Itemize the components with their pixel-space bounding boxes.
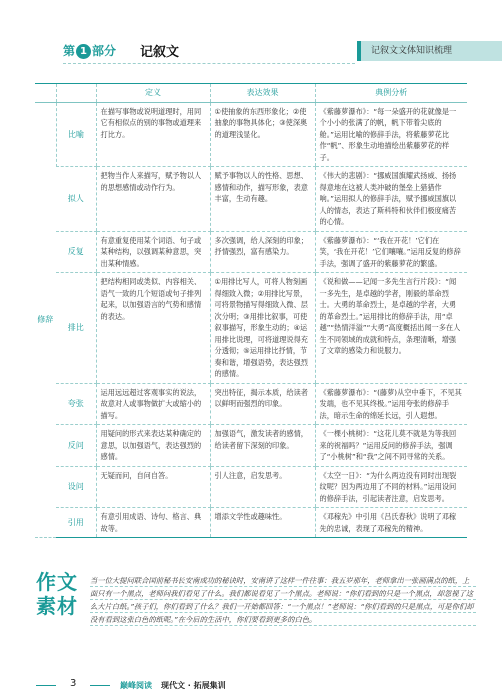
row-effect: ①用排比写人，可将人物刻画得细致入微；②用排比写景，可将景物描写得细致入微、层次分明；③用排比叙事，可使叙事描写，形象生动的；④运用排比说理，可将道理说得充分透彻；⑤运用排比抒情，节奏和谐，增强语势，表达强烈的感情。 bbox=[210, 273, 315, 384]
material-text: 当一位大提问联合国前秘书长安南成功的秘诀时，安南讲了这样一件往事：我五岁那年，老师拿出一张画满点的纸，上面只有一个黑点，老师问我们看见了什么。我们都说看见了一个黑点。老师说：“你们看到的只是一个黑点，却忽视了这么大片白纸。”孩子们，你们看到了什么？我们一开始都回答：“一个黑点！”老师说：“你们看到的只是黑点，可是你们却没有看到这张白色的纸呢。”在今后的生活中，你们要看到更多的白色。 bbox=[90, 576, 474, 624]
row-effect: 加强语气，激发读者的感情，给读者留下深刻的印象。 bbox=[210, 425, 315, 467]
part-number-badge: 1 bbox=[76, 44, 91, 59]
table-row bbox=[35, 508, 467, 538]
ruled-line bbox=[90, 586, 476, 587]
row-type: 排比 bbox=[56, 273, 96, 384]
row-definition: 用疑问的形式来表达某种确定的意思，以加强语气，表达强烈的感情。 bbox=[96, 425, 210, 467]
ruled-line bbox=[90, 612, 476, 613]
table-row bbox=[35, 466, 467, 508]
row-example: 《伟大的悲剧》：“挪威国旗耀武扬威、扬扬得意地在这被人类冲破的堡垒上猎猎作响。”运用拟人的修辞手法，赋予挪威国旗以人的情态，表达了斯科特和伙伴们极度痛苦的心情。 bbox=[315, 167, 467, 232]
row-type: 夸张 bbox=[56, 383, 96, 425]
header-cell-example: 典例分析 bbox=[315, 84, 467, 102]
footer-bar-left bbox=[36, 685, 56, 686]
row-effect: 赋予事物以人的性格、思想、感情和动作，描写形象，表意丰富，生动有趣。 bbox=[210, 167, 315, 232]
row-definition: 有意引用成语、诗句、格言、典故等。 bbox=[96, 508, 210, 538]
category-cell: 修辞 bbox=[35, 102, 56, 538]
row-type: 设问 bbox=[56, 466, 96, 508]
row-example: 《太空一日》：“为什么两边没有同时出现裂纹呢？因为两边用了不同的材料。”运用设问的修辞手法，引起读者注意，启发思考。 bbox=[315, 466, 467, 508]
row-definition: 无疑而问，自问自答。 bbox=[96, 466, 210, 508]
table-header-row bbox=[35, 84, 467, 102]
footer-brand: 巅峰阅读 bbox=[120, 681, 152, 690]
table-row bbox=[35, 102, 467, 167]
part-label bbox=[63, 42, 116, 59]
table-row bbox=[35, 425, 467, 467]
row-example: 《紫藤萝瀑布》：“‘我在开花！’它们在笑，‘我在开花！’它们嚷嚷。”运用反复的修辞手法，强调了盛开的紫藤萝花的繁盛。 bbox=[315, 231, 467, 273]
row-effect: 增添文学性或趣味性。 bbox=[210, 508, 315, 538]
rhetoric-table bbox=[35, 83, 467, 538]
row-effect: 引人注意，启发思考。 bbox=[210, 466, 315, 508]
table-row bbox=[35, 231, 467, 273]
table-row bbox=[35, 273, 467, 384]
section-title: 记叙文 bbox=[140, 45, 180, 60]
page-header bbox=[0, 40, 502, 66]
part-suffix: 部分 bbox=[92, 44, 117, 58]
row-type: 反问 bbox=[56, 425, 96, 467]
row-example: 《邓稼先》中引用《吕氏春秋》说明了邓稼先的忠诚，表现了邓稼先的精神。 bbox=[315, 508, 467, 538]
ruled-line bbox=[90, 625, 476, 626]
table-row bbox=[35, 167, 467, 232]
row-definition: 把物当作人来描写，赋予物以人的思想感情或动作行为。 bbox=[96, 167, 210, 232]
composition-material bbox=[36, 570, 476, 640]
row-effect: ①使抽象的东西形象化；②使抽象的事物具体化；③使深奥的道理浅显化。 bbox=[210, 102, 315, 167]
row-type: 反复 bbox=[56, 231, 96, 273]
row-definition: 在描写事物或说明道理时，用同它有相似点的别的事物或道理来打比方。 bbox=[96, 102, 210, 167]
footer-bar-right bbox=[90, 685, 110, 686]
row-definition: 把结构相同或类似、内容相关、语气一致的几个短语或句子排列起来，以加强语言的气势和感情的表达。 bbox=[96, 273, 210, 384]
header-divider bbox=[63, 63, 355, 64]
row-example: 《一棵小桃树》：“这花儿莫不就是为等我回来的祝福吗？”运用反问的修辞手法，强调了“小桃树”和“我”之间不同寻常的关系。 bbox=[315, 425, 467, 467]
header-cell-type bbox=[56, 84, 96, 102]
row-example: 《紫藤萝瀑布》：“(藤萝)从空中垂下，不见其发端，也不见其终极。”运用夸张的修辞手法，暗示生命的绵延长远，引人遐想。 bbox=[315, 383, 467, 425]
row-definition: 运用远远超过客观事实的说法，故意对人或事物做扩大或缩小的描写。 bbox=[96, 383, 210, 425]
table-row bbox=[35, 383, 467, 425]
row-type: 比喻 bbox=[56, 102, 96, 167]
row-example: 《说和做——记闻一多先生言行片段》：“闻一多先生，是卓越的学者，刚毅的革命烈士。大勇的革命烈士，是卓越的学者，大勇的革命烈士。”运用排比的修辞手法，用“卓越”“热情洋溢”“大勇”高度概括出闻一多在人生不同领域的成就和特点，条理清晰，增强了文章的感染力和说服力。 bbox=[315, 273, 467, 384]
header-cell-effect: 表达效果 bbox=[210, 84, 315, 102]
row-type: 拟人 bbox=[56, 167, 96, 232]
page-number: 3 bbox=[70, 678, 77, 689]
row-type: 引用 bbox=[56, 508, 96, 538]
row-effect: 突出特征，揭示本质，给读者以鲜明而强烈的印象。 bbox=[210, 383, 315, 425]
footer-series: 现代文 · 拓展集训 bbox=[161, 681, 226, 690]
row-definition: 有意重复使用某个词语、句子或某种结构，以强调某种意思，突出某种情感。 bbox=[96, 231, 210, 273]
material-title: 作文素材 bbox=[36, 570, 78, 618]
part-prefix: 第 bbox=[63, 44, 76, 58]
header-cell-definition: 定义 bbox=[96, 84, 210, 102]
row-effect: 多次强调，给人深刻的印象；抒情强烈，富有感染力。 bbox=[210, 231, 315, 273]
row-example: 《紫藤萝瀑布》：“每一朵盛开的花就像是一个小小的张满了的帆，帆下带着尖底的舱。”运用比喻的修辞手法，将紫藤萝花比作“帆”、形象生动地描绘出紫藤萝花的样子。 bbox=[315, 102, 467, 167]
ruled-line bbox=[90, 599, 476, 600]
header-tag: 记叙文文体知识梳理 bbox=[357, 41, 502, 61]
header-cell-category bbox=[35, 84, 56, 102]
